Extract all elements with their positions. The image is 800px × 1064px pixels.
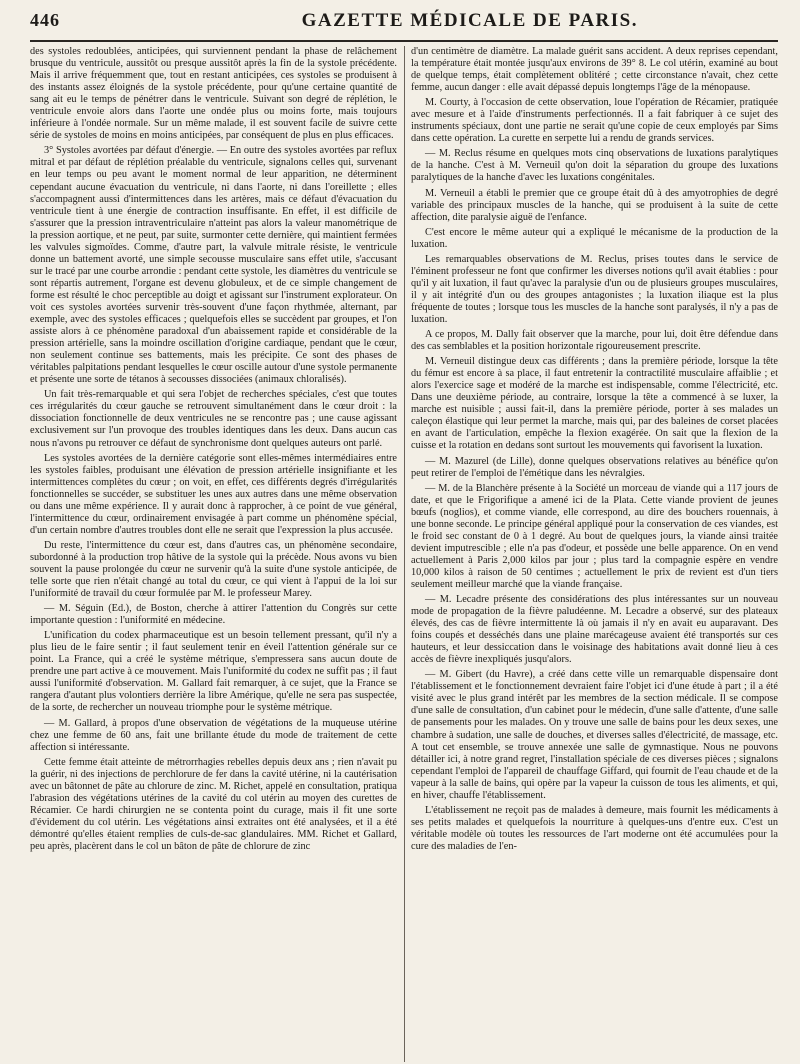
right-column: [411, 46, 778, 1062]
paragraph: — M. Gibert (du Havre), a créé dans cette ville un remarquable dispensaire dont l'établissement et le fonctionnement devraient faire l'objet ici d'une étude à part ; il a été visité avec le plus grand intérêt par les membres de la section médicale. Il se compose d'une salle de consultation, d'un cabinet pour le médecin, d'une salle d'attente, d'une salle de pansements pour les malades. On y trouve une salle de bains pour les deux sexes, une chambre à sudation, une salle de douches, et diverses salles d'électricité, de massage, etc. A tout cet ensemble, se trouve annexée une salle de gymnastique. Nous ne pouvons détailler ici, à notre grand regret, l'installation spéciale de ces diverses pièces ; signalons cependant l'emploi de l'appareil de chauffage Giffard, qui fournit de l'eau chaude et de la vapeur à la salle de bains, qui opère par la vapeur la cuisson de tous les aliments, et qui, en hiver, chauffe l'établissement.: [411, 669, 778, 801]
paragraph: M. Verneuil distingue deux cas différents ; dans la première période, lorsque la tête du fémur est encore à sa place, il faut entretenir la contractilité musculaire affaiblie ; et alors l'exercice sage et modéré de la marche est indispensable, comme l'électricité, etc. Dans une deuxième période, au contraire, lorsque la tête a commencé à se luxer, la marche est nuisible ; aussi fait-il, dans la première période, porter à ses malades un caleçon élastique qui leur permet la marche, mais qui, par des baleines de corset placées en avant de l'articulation, empêche la flexion exagérée. On sait que la flexion de la cuisse et la rotation en dedans sont surtout les mouvements qui favorisent la luxation.: [411, 356, 778, 452]
journal-title: GAZETTE MÉDICALE DE PARIS.: [301, 10, 638, 31]
paragraph: Les remarquables observations de M. Reclus, prises toutes dans le service de l'éminent professeur ne font que confirmer les diverses notions qu'il avait établies : pour qu'il y ait luxation, il faut qu'avec la paralysie d'un ou de plusieurs groupes musculaires, il y ait intégrité d'un ou des groupes antagonistes ; la luxation iliaque est la plus fréquente de toutes ; lorsque tous les muscles de la hanche sont paralysés, il n'y a pas de luxation.: [411, 253, 778, 325]
paragraph: M. Verneuil a établi le premier que ce groupe était dû à des amyotrophies de degré variable des principaux muscles de la hanche, qui se produisent à la suite de cette affection, dite paralysie aiguë de l'enfance.: [411, 187, 778, 223]
paragraph: Les systoles avortées de la dernière catégorie sont elles-mêmes intermédiaires entre les systoles faibles, produisant une élévation de pression artérielle insignifiante et les intermittences complètes du cœur ; on voit, en effet, ces différents degrés d'irrégularités fonctionnelles se succéder, se substituer les unes aux autres dans une même observation ou dans une même expérience. Il y aurait donc à rapprocher, à ce point de vue général, l'intermittence du cœur, ordinairement envisagée à part comme un phénomène spécial, d'un certain nombre d'autres troubles dont elle ne serait que l'expression la plus accusée.: [30, 452, 397, 536]
paragraph: L'établissement ne reçoit pas de malades à demeure, mais fournit les médicaments à ses petits malades et quelquefois la nourriture à quelques-uns d'entre eux. C'est un véritable modèle où toutes les ressources de l'art moderne ont été accumulées pour la cure des maladies de l'en-: [411, 804, 778, 852]
article-columns: [30, 46, 778, 1062]
left-column: [30, 46, 397, 1062]
page-number: 446: [30, 10, 60, 30]
paragraph: Du reste, l'intermittence du cœur est, dans d'autres cas, un phénomène secondaire, subordonné à la production trop hâtive de la systole qui la précède. Nous avons vu bien souvent la pause prolongée du cœur ne survenir qu'à la suite d'une systole anticipée, de telle sorte que rien n'était changé au total du cœur, ce qui vient à l'appui de la loi sur l'uniformité de travail du cœur formulée par M. le professeur Marey.: [30, 539, 397, 600]
paragraph: — M. Reclus résume en quelques mots cinq observations de luxations paralytiques de la hanche. C'est à M. Verneuil qu'on doit la séparation du groupe des luxations paralytiques de la hanche d'avec les luxations congénitales.: [411, 148, 778, 184]
paragraph: des systoles redoublées, anticipées, qui surviennent pendant la phase de relâchement brusque du ventricule, aussitôt ou presque aussitôt après la fin de la systole précédente. Mais il arrive fréquemment que, tout en restant anticipées, ces systoles se produisent à des instants assez éloignés de la systole précédente, pour qu'une certaine quantité de sang ait eu le temps de pénétrer dans le ventricule. Suivant son degré de réplétion, le ventricule envoie alors dans l'aorte une ondée plus ou moins forte, mais toujours inférieure à l'ondée normale. Sur un même malade, il est souvent facile de suivre cette série de systoles de moins en moins anticipées, par conséquent de plus en plus efficaces.: [30, 46, 397, 142]
paragraph: C'est encore le même auteur qui a expliqué le mécanisme de la production de la luxation.: [411, 226, 778, 250]
paragraph: Cette femme était atteinte de métrorrhagies rebelles depuis deux ans ; rien n'avait pu la guérir, ni des injections de perchlorure de fer dans la cavité utérine, ni la cautérisation avec un bâtonnet de pâte au chlorure de zinc. M. Richet, appelé en consultation, pratiqua l'abrasion des végétations utérines de la cavité du col utérin au moyen des curettes de Récamier. Ce hardi chirurgien ne se contenta point du curage, mais il fit une sorte d'évidement du col utérin. Les végétations ainsi extraites ont été analysées, et il a été démontré qu'elles étaient remplies de culs-de-sac glandulaires. MM. Richet et Gallard, peu après, placèrent dans le col un bâton de pâte de chlorure de zinc: [30, 756, 397, 852]
paragraph: — M. Gallard, à propos d'une observation de végétations de la muqueuse utérine chez une femme de 60 ans, fait une brillante étude du mode de traitement de cette affection si intéressante.: [30, 717, 397, 753]
paragraph: — M. Séguin (Ed.), de Boston, cherche à attirer l'attention du Congrès sur cette importante question : l'uniformité en médecine.: [30, 603, 397, 627]
paragraph: — M. Mazurel (de Lille), donne quelques observations relatives au bénéfice qu'on peut retirer de l'emploi de l'émétique dans les névralgies.: [411, 455, 778, 479]
paragraph: d'un centimètre de diamètre. La malade guérit sans accident. A deux reprises cependant, la température était montée jusqu'aux environs de 39° 8. Le col utérin, examiné au bout de quelque temps, était complètement oblitéré ; cette circonstance n'avait, chez cette femme, aucun danger : elle avait dépassé depuis longtemps l'âge de la ménopause.: [411, 46, 778, 94]
paragraph: 3° Systoles avortées par défaut d'énergie. — En outre des systoles avortées par reflux mitral et par défaut de réplétion préalable du ventricule, signalons celles qui, survenant en leur temps ou peu avant le moment normal de leur apparition, ne déterminent cependant aucune évacuation du ventricule, ni dans l'aorte, ni dans l'oreillette ; elles s'accompagnent aussi d'intermittences dans les artères, mais ce défaut d'évacuation du ventricule tient à une énergie de contraction insuffisante. En effet, il est difficile de s'assurer que la pression intraventriculaire n'atteint pas alors la valeur manométrique de la pression aortique, et ne peut, par suite, surmonter cette dernière, qui maintient fermées les valvules sigmoïdes. Comme, d'autre part, la valvule mitrale résiste, le ventricule donne un battement avorté, une simple secousse musculaire sans effet utile, s'accusant sur le tracé par une courbe arrondie : pendant cette systole, les diamètres du ventricule se sont répartis autrement, l'organe est devenu globuleux, et de ce simple changement de forme est résulté le choc perceptible au doigt et agissant sur l'instrument explorateur. On voit ces systoles avortées survenir très-souvent d'une façon rhythmée, alternant, par exemple, avec des systoles efficaces ; quelquefois elles se succèdent par groupes, et l'on assiste alors à ce phénomène paradoxal d'un abaissement rapide et considérable de la pression artérielle, sans la moindre oscillation d'origine cardiaque, pendant que le cœur, non seulement continue ses battements, mais les précipite. Ce sont des phases de véritables palpitations pendant lesquelles le cœur oscille autour d'une systole permanente et présente une sorte de tétanos à secousses dissociées (animaux chloralisés).: [30, 145, 397, 386]
page-header: [30, 10, 778, 42]
paragraph: Un fait très-remarquable et qui sera l'objet de recherches spéciales, c'est que toutes ces irrégularités du cœur gauche se retrouvent simultanément dans le cœur droit : la dissociation fonctionnelle de deux ventricules ne se rencontre pas ; une cause agissant exclusivement sur l'un provoque des troubles identiques dans les deux. Dans aucun cas nous n'avons pu retrouver ce défaut de synchronisme dont quelques auteurs ont parlé.: [30, 389, 397, 449]
paragraph: L'unification du codex pharmaceutique est un besoin tellement pressant, qu'il n'y a plus lieu de le faire sentir ; il faut seulement tenir en éveil l'attention générale sur ce point. La France, qui a créé le système métrique, s'empressera sans aucun doute de prendre une part active à ce mouvement. Mais l'uniformité du codex ne suffit pas ; il faut aussi l'uniformité d'observation. M. Gallard fait remarquer, à ce sujet, que la France se rangera d'autant plus volontiers derrière la libre Amérique, qu'elle ne sera pas suspectée, de la sorte, de rechercher un nouveau triomphe pour le système métrique.: [30, 630, 397, 714]
paragraph: M. Courty, à l'occasion de cette observation, loue l'opération de Récamier, pratiquée avec mesure et à l'aide d'instruments perfectionnés. Il a fait fabriquer à ce sujet des instruments spéciaux, dont une partie ne serait qu'une copie de ceux employés par Sims dans cette opération. La curette en serpette lui a rendu de grands services.: [411, 97, 778, 145]
paragraph: — M. de la Blanchère présente à la Société un morceau de viande qui a 117 jours de date, et que le Frigorifique a amené ici de la Plata. Cette viande provient de jeunes bœufs (noglios), et comme viande, elle correspond, au dire des bouchers rouennais, à une bonne seconde. Le principe général appliqué pour la conservation de ces viandes, est le froid sec constant de 0 à 1 degré. Au bout de quelques jours, la viande ainsi traitée devient imputrescible ; elle n'a pas d'odeur, et possède une belle apparence. On en vend actuellement à Paris 2,000 kilos par jour ; plus tard la compagnie espère en vendre 10,000 kilos à raison de 50 centimes ; actuellement le prix de revient est d'un tiers seulement meilleur marché que la viande française.: [411, 482, 778, 590]
paragraph: A ce propos, M. Dally fait observer que la marche, pour lui, doit être défendue dans des cas semblables et la position horizontale rigoureusement prescrite.: [411, 329, 778, 353]
paragraph: — M. Lecadre présente des considérations des plus intéressantes sur un nouveau mode de propagation de la fièvre paludéenne. M. Lecadre a observé, sur des plateaux élevés, des cas de fièvre intermittente là où jamais il n'y en avait eu auparavant. Des foins coupés et desséchés dans une plaine marécageuse avaient été transportés sur ces hauteurs, et leur dessiccation dans le voisinage des habitations avait donné lieu à ces accès de fièvre inexpliqués jusqu'alors.: [411, 594, 778, 666]
